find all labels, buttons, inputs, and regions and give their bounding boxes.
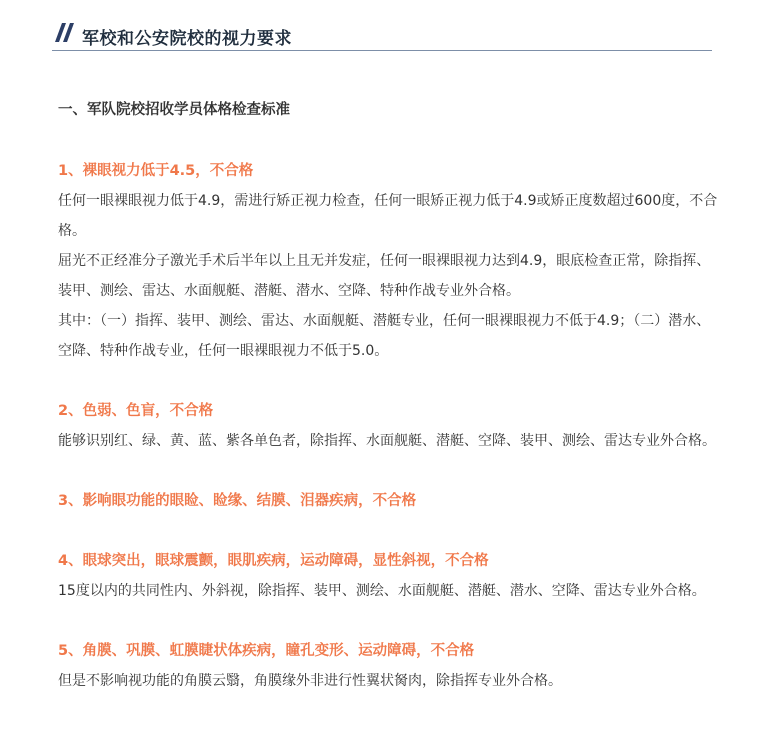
requirement-paragraph: 其中：（一）指挥、装甲、测绘、雷达、水面舰艇、潜艇专业，任何一眼裸眼视力不低于4.9；（二）潜水、空降、特种作战专业，任何一眼裸眼视力不低于5.0。: [58, 313, 711, 359]
requirement-item-3: [58, 486, 718, 516]
requirement-item-2: [58, 396, 718, 456]
requirement-paragraph: 屈光不正经准分子激光手术后半年以上且无并发症，任何一眼裸眼视力达到4.9，眼底检查正常，除指挥、装甲、测绘、雷达、水面舰艇、潜艇、潜水、空降、特种作战专业外合格。: [58, 253, 711, 299]
requirement-item-4: [58, 546, 718, 606]
requirement-paragraph: 能够识别红、绿、黄、蓝、紫各单色者，除指挥、水面舰艇、潜艇、空降、装甲、测绘、雷达专业外合格。: [58, 433, 716, 449]
article-body: [58, 96, 718, 726]
requirement-heading: 5、角膜、巩膜、虹膜睫状体疾病，瞳孔变形、运动障碍，不合格: [58, 643, 475, 659]
requirement-item-5: [58, 636, 718, 696]
requirement-heading: 1、裸眼视力低于4.5，不合格: [58, 163, 254, 179]
page-title: 军校和公安院校的视力要求: [82, 29, 292, 49]
requirement-heading: 3、影响眼功能的眼睑、睑缘、结膜、泪器疾病，不合格: [58, 493, 417, 509]
requirement-paragraph: 但是不影响视功能的角膜云翳，角膜缘外非进行性翼状胬肉，除指挥专业外合格。: [58, 673, 562, 689]
article-header: [52, 22, 712, 51]
requirement-paragraph: 15度以内的共同性内、外斜视，除指挥、装甲、测绘、水面舰艇、潜艇、潜水、空降、雷达专业外合格。: [58, 583, 706, 599]
section-title: 一、军队院校招收学员体格检查标准: [58, 102, 290, 118]
requirement-item-1: [58, 156, 718, 366]
requirement-paragraph: 任何一眼裸眼视力低于4.9，需进行矫正视力检查，任何一眼矫正视力低于4.9或矫正度数超过600度，不合格。: [58, 193, 718, 239]
requirement-heading: 2、色弱、色盲，不合格: [58, 403, 214, 419]
double-slash-icon: [54, 23, 76, 43]
requirement-heading: 4、眼球突出，眼球震颤，眼肌疾病，运动障碍，显性斜视，不合格: [58, 553, 489, 569]
